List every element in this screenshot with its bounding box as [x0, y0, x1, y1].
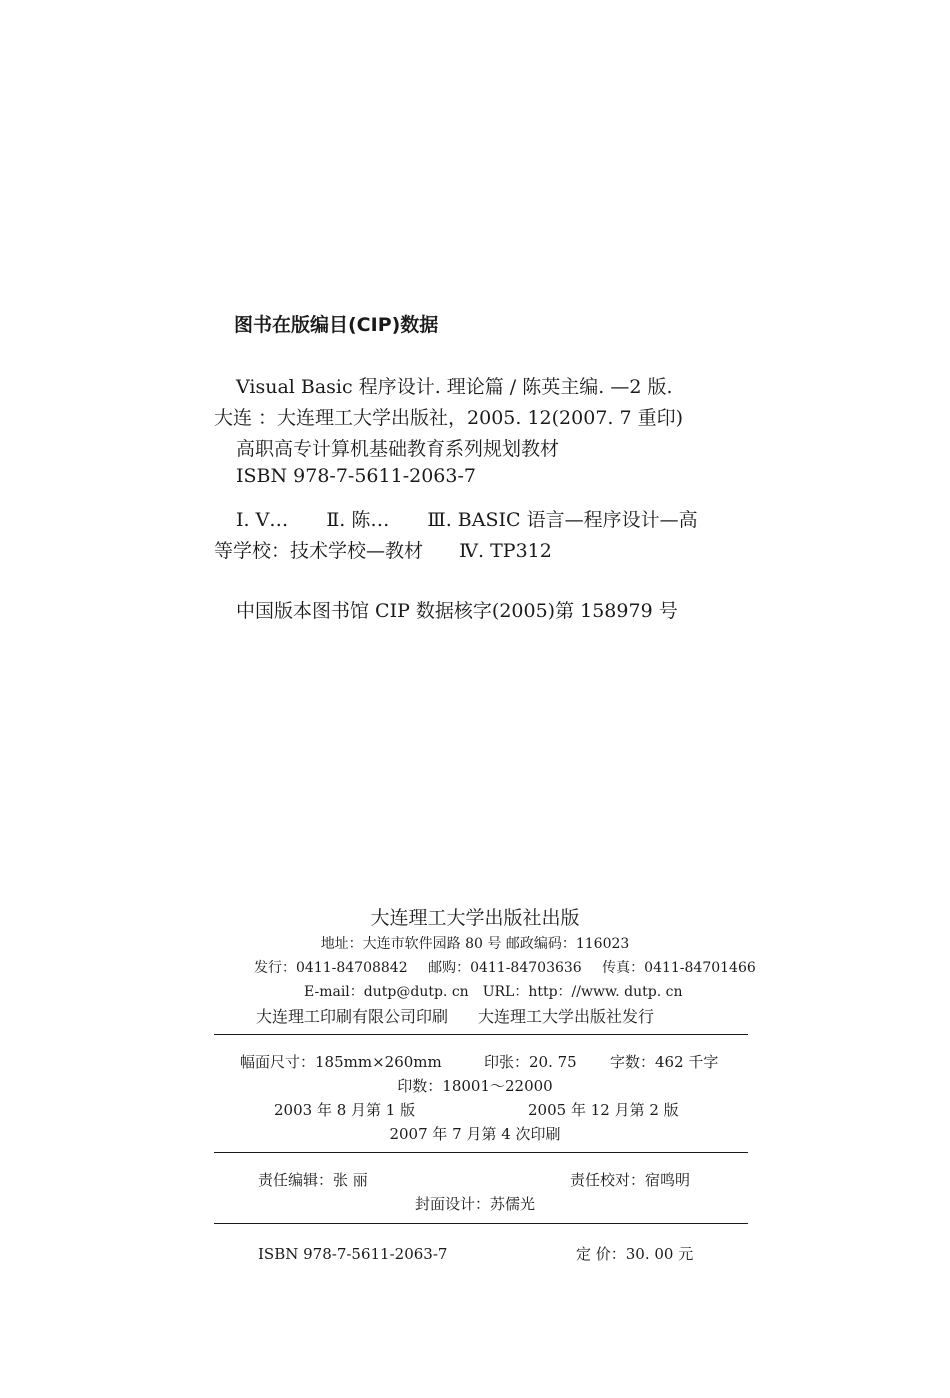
- format-line: [240, 1051, 718, 1072]
- class-item-3: Ⅲ. BASIC 语言—程序设计—高: [427, 509, 698, 531]
- price: 定 价：30. 00 元: [576, 1245, 694, 1263]
- printing-info: 2007 年 7 月第 4 次印刷: [389, 1125, 561, 1143]
- cip-classification-cont-line: [214, 536, 552, 563]
- phone-issue: 发行：0411-84708842: [254, 960, 408, 976]
- contact-phones: [254, 957, 772, 977]
- cip-number-line: 中国版本图书馆 CIP 数据核字(2005)第 158979 号: [236, 600, 678, 622]
- printer-name: 大连理工印刷有限公司印刷: [256, 1007, 449, 1026]
- class-item-3-cont: 等学校：技术学校—教材: [214, 540, 424, 562]
- fax-number: 传真：0411-84701466: [602, 960, 756, 976]
- class-item-1: Ⅰ. V…: [236, 509, 289, 531]
- responsible-editor: 责任编辑：张 丽: [258, 1171, 368, 1189]
- staff-line: [258, 1169, 690, 1190]
- print-run: 印数：18001～22000: [397, 1077, 553, 1095]
- printer-distributor-line: [256, 1004, 654, 1027]
- cip-publisher-line: 大连 ：大连理工大学出版社，2005. 12(2007. 7 重印): [214, 407, 684, 429]
- divider-bottom: [214, 1223, 748, 1224]
- isbn-number: ISBN 978-7-5611-2063-7: [258, 1245, 448, 1263]
- website-url: URL：http：//www. dutp. cn: [482, 984, 683, 1000]
- distributor-name: 大连理工大学出版社发行: [478, 1007, 655, 1026]
- email-address: E-mail：dutp@dutp. cn: [304, 984, 469, 1000]
- cip-series-line: 高职高专计算机基础教育系列规划教材: [236, 438, 560, 460]
- web-contacts: [304, 981, 683, 1001]
- printed-sheets: 印张：20. 75: [484, 1053, 577, 1071]
- cip-title: 图书在版编目(CIP)数据: [234, 314, 439, 336]
- cip-classification-line: [236, 505, 698, 532]
- cip-title-line: Visual Basic 程序设计. 理论篇 / 陈英主编. —2 版.: [236, 376, 673, 398]
- class-item-4: Ⅳ. TP312: [459, 540, 552, 562]
- publisher-address: 地址：大连市软件园路 80 号 邮政编码：116023: [320, 936, 630, 952]
- phone-mail-order: 邮购：0411-84703636: [428, 960, 582, 976]
- cip-isbn-line: ISBN 978-7-5611-2063-7: [236, 465, 476, 487]
- word-count: 字数：462 千字: [610, 1053, 719, 1071]
- cover-designer: 封面设计：苏儒光: [414, 1195, 535, 1213]
- publisher-heading: 大连理工大学出版社出版: [370, 907, 580, 929]
- format-size: 幅面尺寸：185mm×260mm: [240, 1053, 442, 1071]
- edition-line: [274, 1099, 679, 1120]
- class-item-2: Ⅱ. 陈…: [326, 509, 390, 531]
- divider-top: [214, 1034, 748, 1035]
- divider-middle: [214, 1152, 748, 1153]
- first-edition: 2003 年 8 月第 1 版: [274, 1101, 416, 1119]
- second-edition: 2005 年 12 月第 2 版: [528, 1101, 679, 1119]
- responsible-proofreader: 责任校对：宿鸣明: [570, 1171, 691, 1189]
- isbn-price-line: [258, 1243, 693, 1264]
